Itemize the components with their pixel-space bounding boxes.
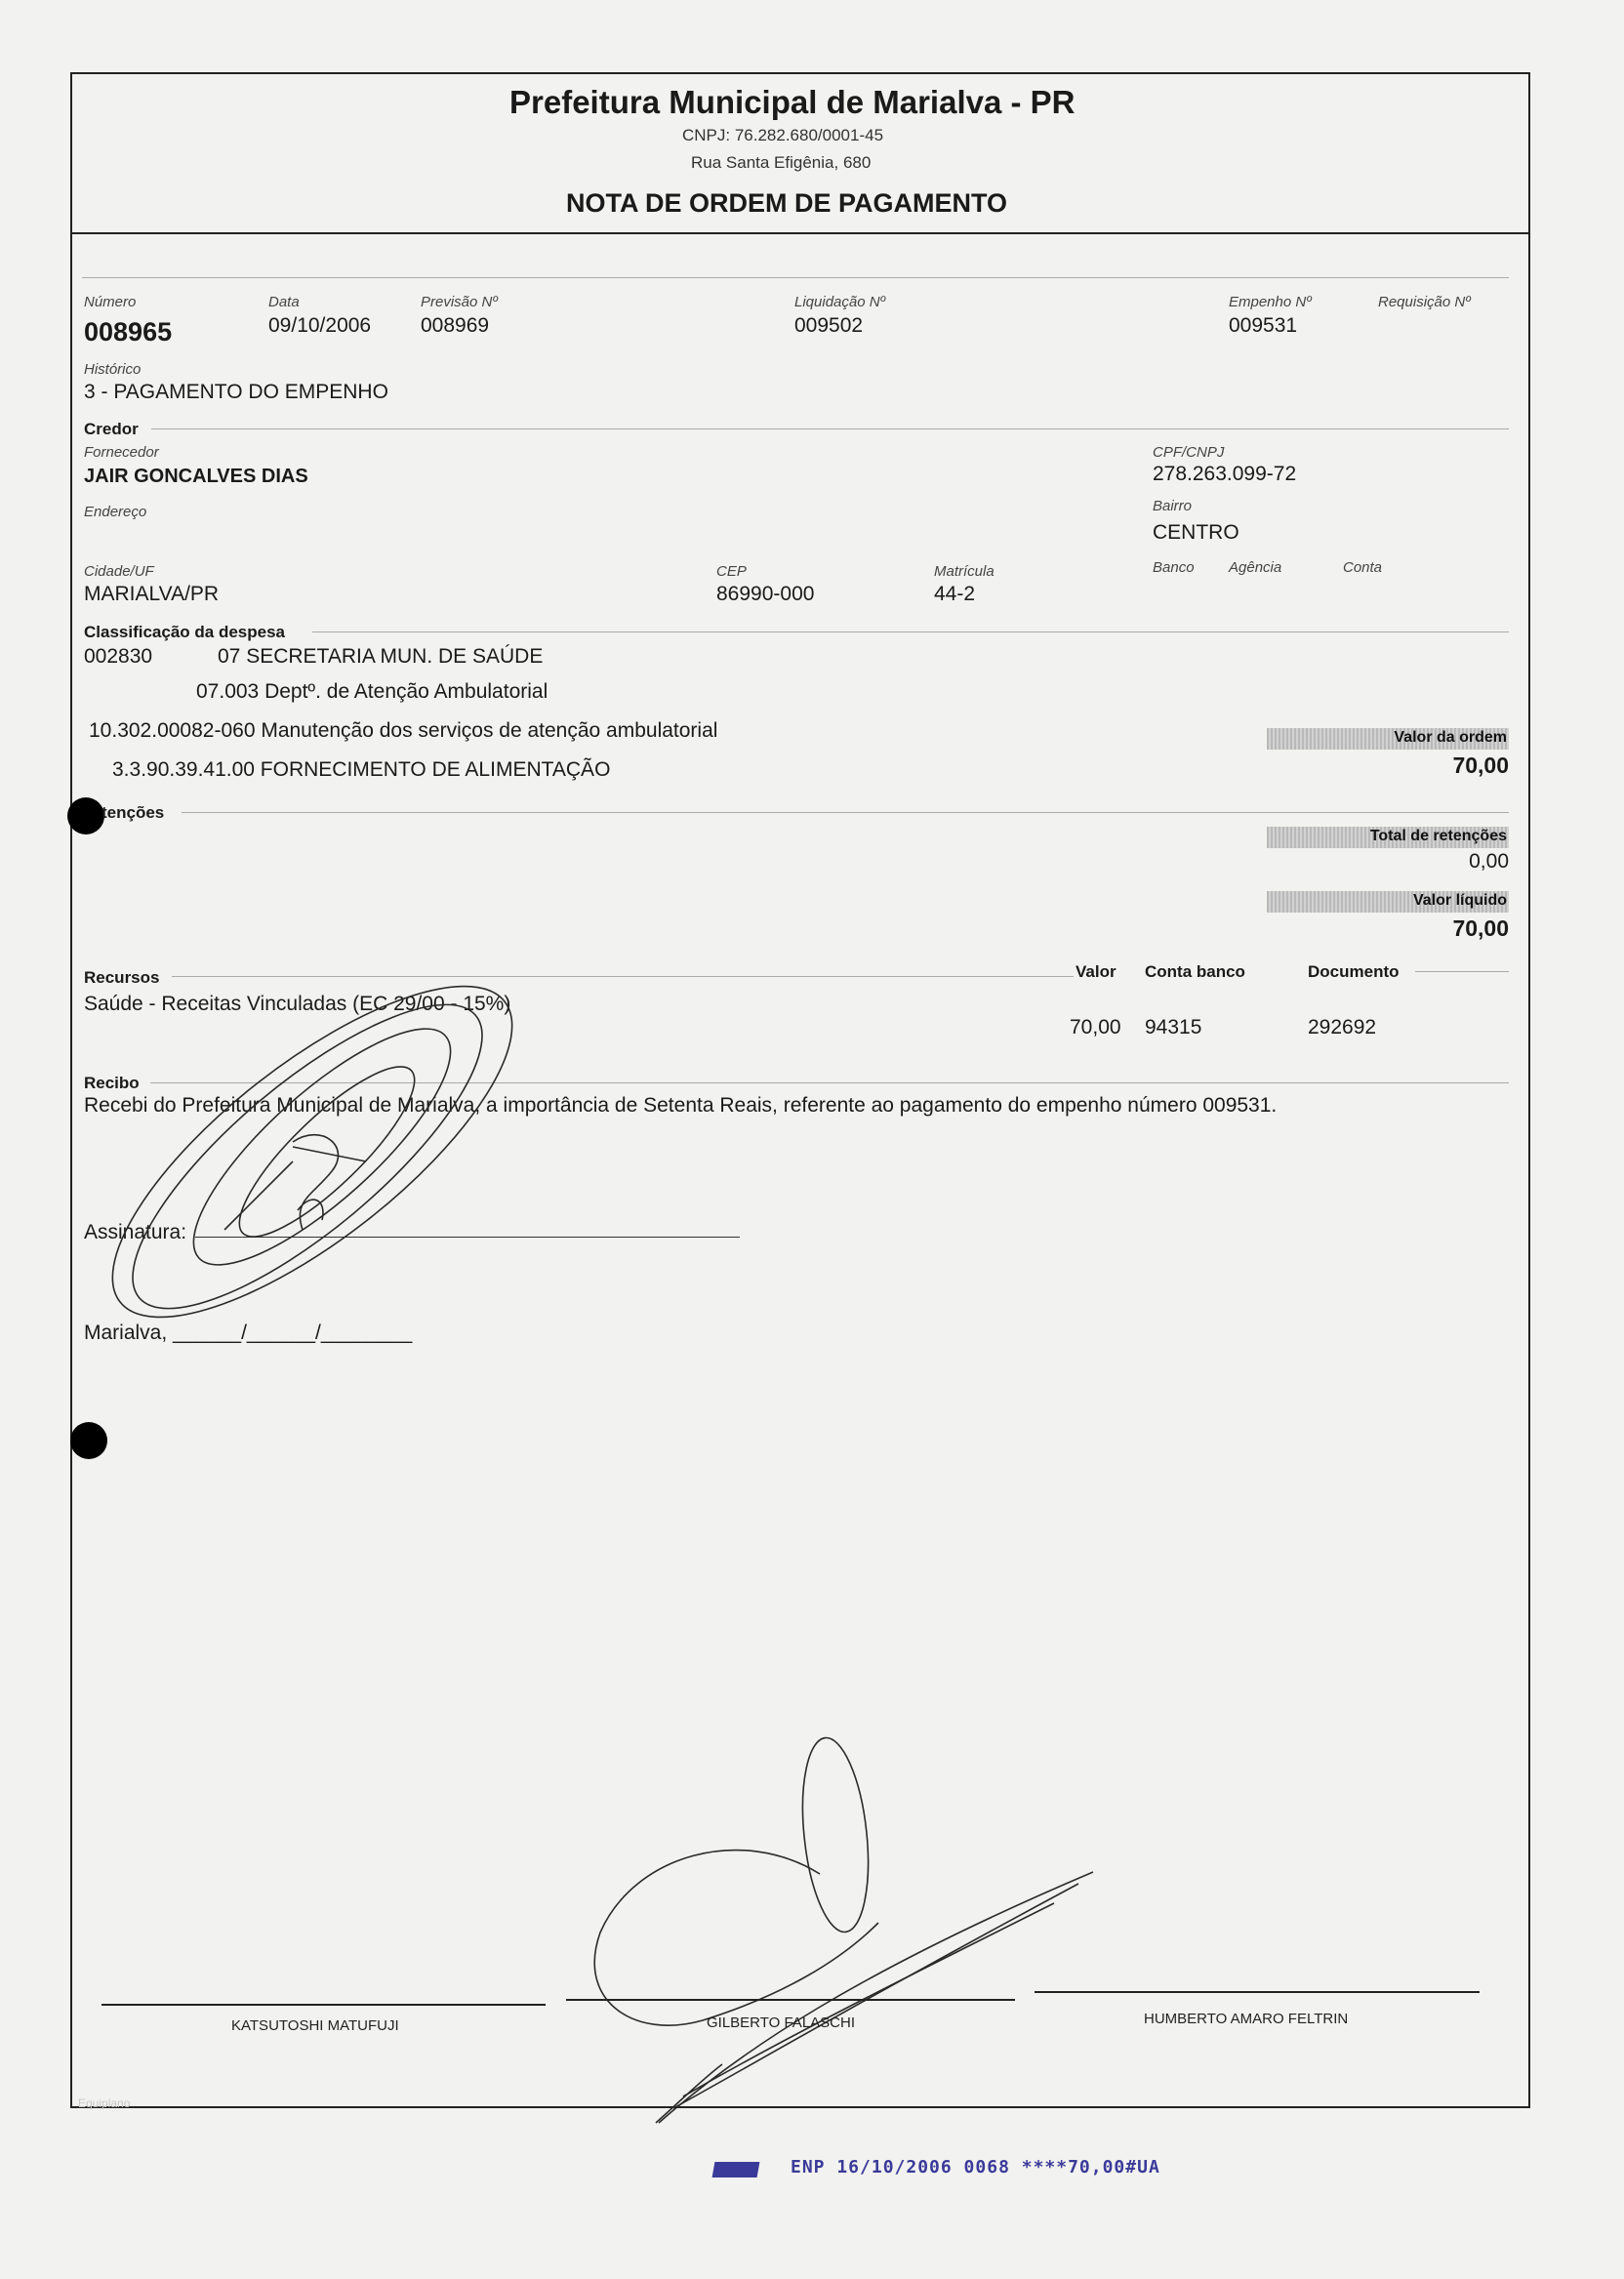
numero-label: Número [84,294,137,310]
fornecedor-value: JAIR GONCALVES DIAS [84,466,308,487]
credor-section: Credor [84,420,139,438]
recursos-documento-label: Documento [1308,962,1400,981]
page-title: Prefeitura Municipal de Marialva - PR [509,84,1076,120]
historico-value: 3 - PAGAMENTO DO EMPENHO [84,381,388,403]
retencoes-section: tenções [102,803,165,822]
data-label: Data [268,294,300,310]
cep-label: CEP [716,563,747,580]
bairro-value: CENTRO [1153,521,1239,544]
classificacao-line4: 3.3.90.39.41.00 FORNECIMENTO DE ALIMENTAÇÃO [112,758,611,781]
banco-label: Banco [1153,559,1195,576]
recursos-fonte: Saúde - Receitas Vinculadas (EC 29/00 - 15%) [84,993,511,1015]
data-value: 09/10/2006 [268,314,372,337]
footer-system-name: Equiplano [78,2096,131,2110]
recibo-section: Recibo [84,1074,140,1092]
recursos-valor: 70,00 [1070,1016,1121,1038]
classificacao-code: 002830 [84,645,153,668]
endereco-label: Endereço [84,504,147,520]
agencia-label: Agência [1229,559,1282,576]
signature-line-2 [566,1999,1015,2001]
bairro-label: Bairro [1153,498,1193,514]
cpf-value: 278.263.099-72 [1153,463,1297,485]
cep-value: 86990-000 [716,583,815,605]
recursos-conta: 94315 [1145,1016,1202,1038]
matricula-label: Matrícula [934,563,995,580]
liquidacao-label: Liquidação Nº [794,294,886,310]
bank-logo-icon [712,2162,760,2177]
liquidacao-value: 009502 [794,314,864,337]
cidade-label: Cidade/UF [84,563,154,580]
bank-stamp: ENP 16/10/2006 0068 ****70,00#UA [791,2157,1160,2177]
recursos-section: Recursos [84,968,160,987]
assinatura-label: Assinatura: [84,1221,187,1243]
fornecedor-label: Fornecedor [84,444,159,461]
total-retencoes-label-bar: Total de retenções [1267,827,1509,848]
signatory-2: GILBERTO FALASCHI [707,2014,855,2031]
recibo-text: Recebi do Prefeitura Municipal de Marialva, a importância de Setenta Reais, referente ao pagamento do empenho número 009531. [84,1094,1278,1117]
classificacao-line1: 07 SECRETARIA MUN. DE SAÚDE [218,645,544,668]
recursos-valor-label: Valor [1076,962,1116,981]
cpf-label: CPF/CNPJ [1153,444,1225,461]
signatory-3: HUMBERTO AMARO FELTRIN [1144,2011,1349,2027]
signature-line-3 [1035,1991,1480,1993]
historico-label: Histórico [84,361,142,378]
matricula-value: 44-2 [934,583,976,605]
valor-ordem-value: 70,00 [1452,753,1509,778]
previsao-value: 008969 [421,314,490,337]
empenho-value: 009531 [1229,314,1298,337]
recursos-documento: 292692 [1308,1016,1377,1038]
valor-ordem-label-bar: Valor da ordem [1267,728,1509,750]
valor-liquido-label-bar: Valor líquido [1267,891,1509,913]
signature-line-1 [102,2004,546,2006]
requisicao-label: Requisição Nº [1378,294,1471,310]
cnpj: CNPJ: 76.282.680/0001-45 [682,126,884,144]
conta-label: Conta [1343,559,1383,576]
numero-value: 008965 [84,317,173,346]
cidade-value: MARIALVA/PR [84,583,220,605]
document-title: NOTA DE ORDEM DE PAGAMENTO [566,188,1008,218]
address: Rua Santa Efigênia, 680 [691,153,872,172]
local-data: Marialva, ______/______/________ [84,1322,413,1344]
total-retencoes-value: 0,00 [1469,850,1509,873]
valor-liquido-value: 70,00 [1452,916,1509,941]
classificacao-section: Classificação da despesa [84,623,286,641]
classificacao-line2: 07.003 Deptº. de Atenção Ambulatorial [196,680,548,703]
previsao-label: Previsão Nº [421,294,498,310]
empenho-label: Empenho Nº [1229,294,1312,310]
signatory-1: KATSUTOSHI MATUFUJI [231,2017,399,2034]
classificacao-line3: 10.302.00082-060 Manutenção dos serviços de atenção ambulatorial [89,719,718,742]
recursos-conta-label: Conta banco [1145,962,1245,981]
